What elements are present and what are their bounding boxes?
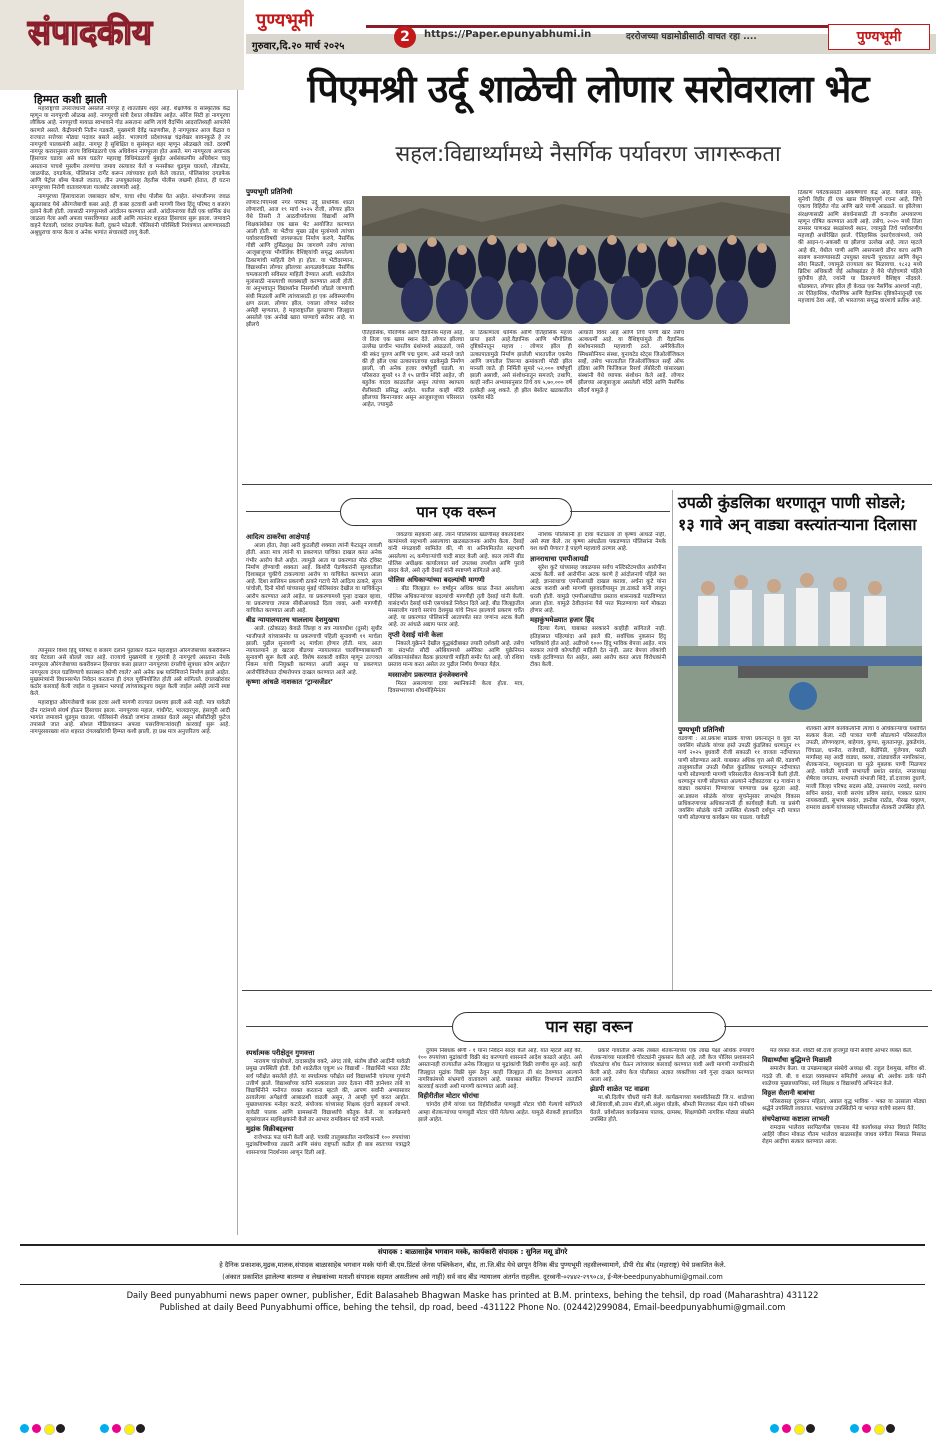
editorial-body (30, 106, 230, 646)
black-dot (136, 1424, 145, 1433)
footer-imprint-2: (अंकात प्रकाशित झालेल्या बातम्या व लेखकांच्या मताशी संपादक सहमत असतीलच असे नाही) सर्व वाद बीड न्यायालय अंतर्गत राहतील. दूरध्वनी-०२४४२-२९९०८४, ई-मेल-beedpunyabhumi@gmail.com (222, 1273, 723, 1281)
yellow-dot (794, 1424, 805, 1435)
lead-bottom-rule (242, 484, 932, 485)
continued2-subhead: स्पर्धात्मक परीक्षेतून गुणवत्ता (246, 1049, 315, 1057)
continued2-col-3 (590, 1048, 754, 1238)
continued2-subhead: संचपेक्षाच्या कष्टाला लाभली (762, 1114, 830, 1123)
dam-byline: पुण्यभूमी प्रतिनिधी (678, 726, 725, 734)
lead-subheadline: सहल:विद्यार्थ्यांमध्ये नैसर्गिक पर्यावरण जागरूकता (395, 142, 781, 167)
lead-photo (362, 196, 790, 324)
continued2-text: प्रकारे गावातील अनेक तब्बल शेतकऱ्यांच्या एक लाख पेक्षा अधिक रुपयांचे शेतकऱ्यांच्या मालकीचे चोरट्यांनी नुकसान केले आहे. तरी केज पोलिस प्रशासनाने चोरट्यांचा शोध घेऊन त्यांच्यावर कारवाई करण्यात यावी अशी मागणी नागरिकांनी केली आहे. तसेच केज पोलीसात अज्ञात व्यक्तींच्या नावे गुन्हा दाखल करण्यात आला आहे. (590, 1048, 754, 1083)
continued-subhead: बीड न्यायालयातच चाललाय देशमुखचा (246, 616, 340, 625)
continued2-subhead: विद्यार्थ्यांचा बुद्धिमत्ते मिळाली (762, 1056, 832, 1065)
continued2-text: नारायण चांदबोधले, दादासाहेब वकरे, अंगद तांबे, संतोष डोंबरे आदींनी यावेळी प्रमुख उपस्थिती होती. देशी शाळेतील एकूण ४२ विद्यार्थी - विद्यार्थिनी भारत टॅलेंट सर्च परीक्षेत बसलेले होते. या स्पर्धात्मक परीक्षेत सर्व विद्यार्थ्यांनी चांगल्या गुणांनी उत्तीर्ण झाले. विद्यार्थ्यांच्या वतीने सत्काराला उत्तर देताना मीरी ज्ञानेश्वर तांबे या विद्यार्थिनीने मनोगत व्यक्त करताना म्हटले की, आपण सर्वांनी अभ्यासावर ठरवलेल्या अपेक्षांची आबाळशी वाढली असून, ते आम्ही पूर्ण करत आहोत. मुख्याध्यापक मनोहर कटारे, संयोजक यांच्यासह शिक्षक वृंदाचे सहकार्य लाभले. यावेळी पालक आणि ग्रामस्थांनी विद्यार्थ्यांचे कौतुक केले. या कार्यक्रमाचे सूत्रसंचालन सहशिक्षकांनी केले तर आभार रामकिशन घटे यांनी मानले. (246, 1059, 410, 1123)
editorial-paragraph: महाराष्ट्राची उपराजधानी असलेले नागपूर हे शांततप्रिय शहर आहे. शैक्षणिक व सांस्कृतिक केंद्र म्हणून या नागपूरची ओळख आहे. नागपूरची संत्री देशात लोकप्रिय आहेत. ऑरेंज सिटी हा नागपूरचा लौकिक आहे. नागपूरची मायाळ स्वभावाने गोड असताना आणि त्यांचे वैदर्भिय आदरातिथ्यही आपलेसे करणारे असते. केंद्रीयमंत्री नितीन गडकरी, मुख्यमंत्री देवेंद्र फडणवीस, हे नागपूरकर आज केंद्रात व राज्यात सत्तेच्या मोठ्या पदावर बसले आहेत. भाजपाचे प्रदेशाध्यक्ष चंद्रशेखर बावनकुळे हे तर नागपूरचे पालकमंत्री आहेत. नागपूर हे सुशिक्षित व सुसंस्कृत शहर म्हणून ओळखले जाते. दरवर्षी नागपूर करारानुसार राज्य विधिमंडळाचे एक अधिवेशन नागपूरला होत असते. मग नागपूरला अचानक हिंसाचार घडावा असे काय घडले? महाराष्ट्र विधिमंडळाचे मुंबईत अर्थसंकल्पीय अधिवेशन चालू असताना पाचशे मुस्लीम तरुणांचा जमाव रस्त्यावर येतो व मनसोक्त धुडगूस घालतो, तोडफोड, जाळपोळ, दगडफेक, पोलिसांना टार्गेट करून त्यांच्यावर हल्ले केले जातात, पोलिसांवर दगडफेक आणि पेट्रोल बॉम्ब फेकले जातात, तीन उपायुक्तांसह तेहतीस पोलीस जखमी होतात, ही घटना नागपूरच्या निरोगी वातावरणाला गालबोट लावणारी आहे. (30, 106, 230, 192)
cyan-dot (20, 1424, 29, 1433)
footer-rule-top (20, 1244, 925, 1246)
continued-subhead: आदित्य ठाकरेंचा आक्षेपार्ह (246, 533, 310, 541)
dam-headline: उपळी कुंडलिका धरणातून पाणी सोडले; १३ गावे अन् वाड्या वस्त्यांतऱ्याना दिलासा (678, 493, 917, 534)
continued-text: निकाले.युक्रेनने देखील युद्धबंदीबाबत तयारी दर्शवली आहे. तसेच या संदर्भात सौदी अरेबियामध्ये अमेरिका आणि युक्रेनियन अधिकाऱ्यांसोबत बैठक झाल्याची माहिती समोर येत आहे. जो रशिया प्रस्ताव मान्य करत असेल तर पुढील निर्णय घेण्यात येईल. (388, 640, 524, 669)
editorial-divider (237, 90, 238, 1235)
continued2-rule-left (246, 1026, 452, 1027)
yellow-dot (44, 1424, 55, 1435)
continued-subhead: महाकुंभमेळ्यात हजार हिंद (530, 616, 594, 625)
dam-water-release-photo (678, 546, 922, 722)
magenta-dot (32, 1424, 41, 1433)
mid-rule (242, 990, 932, 991)
dam-col-2: शेतकरी आणि कार्यकर्त्यांनी त्यांचा व अधिकाऱ्यांचा यथोचित सत्कार केला. नदी पात्रात पाणी सोडल्याने परिसरातील उपळी, लोणगव्हाण, बाहेगाव, कुप्पा, सुलतानपूर, डुकडेगांव, चिंचाळा, धानोरा, राजेवाडी, केडेपिंप्री, पुंजेगाव, परळी मार्गांसह सह आदी वाड्या, वस्त्या, तांड्यावरील नागरिकांना, शेतकऱ्यांना, पशुधनाला या मुळे मुबलक पाणी मिळणार आहे. यावेळी माजी सभापती प्रशांत सावंत, नगराध्यक्ष शेषेराव जगताप, सभापती संभाजी शिंदे, डॉ.दत्तात्रय दुधाणे, माजी जिल्हा परिषद सदस्य ओढे, उपसरपंच नरवडे, सरपंच सचिन सावंत, माजी सरपंच प्रविण सावंत, पत्रकार प्रताप नायकवाडी, सुभाष सावंत, ज्ञानोबा राठोड, गोरख चव्हाण, रामराव ढाकणे यांच्यासह परिसरातील शेतकरी उपस्थित होते. (806, 726, 926, 812)
continued-subhead: मस्साजोग प्रकरणात इंनजेक्शनचे (388, 670, 468, 679)
registration-marks-bottom-left (20, 1424, 320, 1436)
black-dot (886, 1424, 895, 1433)
cyan-dot (770, 1424, 779, 1433)
editorial-title: हिम्मत कशी झाली (34, 93, 107, 106)
continued2-text: मत व्यक्त केले. शेवटी श्री.दत्ता हाजगुडे यांनी सर्वांचे आभार व्यक्त केले. (770, 1048, 913, 1054)
lead-col-5: ठिकाण पर्यटकांसाठी आकर्षणाचे केंद्र आहे. येथील सासू-सुनेची विहीर ही एक खास वैशिष्ट्यपूर्ण रचना आहे, जिचे एकाच विहिरीत गोड आणि खारे पाणी आढळते. या झीलेच्या संरक्षणासाठी आणि संवर्धनासाठी ती वन्यजीव अभयारण्य म्हणून घोषित करण्यात आली आहे. तसेच, २०२० मध्ये तिला रामसर पाणथळ स्थळांमध्ये स्थान, ज्यामुळे तिचे पर्यावरणीय महत्त्वही अधोरेखित झाले. ऐतिहासिक दस्तऐवजांमध्ये, जसे की आइन-ए-अकबरी या झीलचा उल्लेख आहे. त्यात म्हटले आहे की, येथील पाणी आणि आसपासचे डोंगर काच आणि साबण बनवण्यासाठी उपयुक्त साधनी पुरवतात आणि येथून सोरा मिळतो, ज्यामुळे राज्याला कर मिळायचा. १८२३ मध्ये ब्रिटिश अधिकारी जेई अलेक्झांडर हे येथे पोहोचणारे पहिले युरोपीय होते, ज्यांनी या ठिकाणाचे वैशिष्ट्य नोंदवले. थोडक्यात, लोणार झील ही केवळ एक नैसर्गिक आश्चर्य नाही, तर ऐतिहासिक, पौराणिक आणि वैज्ञानिक दृष्टिकोनातूनही एक महत्त्वाचं ठेवा आहे, जो भारताच्या समृद्ध वारशाचे प्रतीक आहे. (798, 190, 922, 305)
editorial-paragraph: महाराष्ट्रात औरंगजेबाची कबर हटवा अशी मागणी राज्यात प्रथमच झाली असे नाही. मात्र यावेळी दोन गटांमध्ये संघर्ष होऊन हिंसाचार झाला. नागपूरच्या महाल, गांधीगेट, भालदारपुरा, हंसापुरी आदी भागांत जमावाने धुडगूस घातला. पोलिसांनी शेकडो जणांना ताब्यात घेतले असून सीसीटीव्ही फुटेज तपासले जात आहे. सोशल मीडियावरून अफवा पसरविणाऱ्यांवरही कारवाई सुरू आहे. नागपूरसारख्या शांत शहरात दंगलखोरांची हिम्मत कशी झाली, हा प्रश्न मात्र अनुत्तरितच आहे. (30, 700, 230, 736)
continued-subhead: तृप्ती देसाई यांनी केला (388, 630, 443, 639)
continued-rule-right (570, 511, 670, 512)
black-dot (56, 1424, 65, 1433)
continued2-col-2 (418, 1048, 582, 1238)
continued2-text: राजेभाऊ फड यांनी केली आहे. पत्रकी तालुक्यातील नागरिकांनी १०० रुपयांच्या मुद्रांकविषयीच्या तक्रारी आणि संबंध राष्ट्रपती कडील ही बाब स्वतःच्या पत्राद्वारे शासनाच्या निदर्शनास आणून दिली आहे. (246, 1135, 410, 1156)
footer-imprint: हे दैनिक प्रकाशक,मुद्रक,मालक,संपादक बाळासाहेब भगवान मस्के यांनी बी.एम.प्रिंटर्स जेनस पब्लिकेशन, बीड, ता.जि.बीड येथे छापून दैनिक बीड पुण्यभूमी तहसीलच्यामागे, डीपी रोड बीड (महाराष्ट्र) येथे प्रकाशित केले. (219, 1261, 726, 1269)
footer-editor: संपादक : बाळासाहेब भगवान मस्के, कार्यकारी संपादक : सुनिल मसू डोंगरे (377, 1248, 568, 1256)
continued-subhead: पोलिस अधिकाऱ्यांच्या बदल्यांची मागणी (388, 576, 485, 585)
lead-col-4: आघाती विवर आहे आणि तिचे पाणी खारे तसेच अल्कधर्मी आहे. या वैशिष्ट्यांमुळे ती वैज्ञानिक संशोधनासाठी महत्त्वाची ठरते. अमेरिकेतील स्मिथसोनियन संस्था, युनायटेड स्टेट्स जिओलॉजिकल सर्व्हे, तसेच भारतातील जिओलॉजिकल सर्व्हे ऑफ इंडिया आणि फिजिकल रिसर्च लॅबोरेटरी यांसारख्या संस्थांनी येथे व्यापक संशोधन केले आहे. लोणार झीलच्या आजूबाजूला असलेली मंदिरे आणि नैसर्गिक सौंदर्य यामुळे हे (578, 330, 684, 394)
magenta-dot (112, 1424, 121, 1433)
continued2-rule-right (724, 1026, 928, 1027)
teaser-text: दररोजच्या घडामोडीसाठी वाचत रहा .... (626, 32, 757, 42)
continued-text: नाशिक पोलिसांनी हा दावा फेटाळला तो कृष्णा आंधळे नाही, असे स्पष्ट केले. तर कृष्णा आंधळेला पकडण्यात पोलिसांना नेमके यश कधी येणार? हे पाहणे महत्त्वाचे ठरणार आहे. (530, 532, 666, 553)
section-title: संपादकीय (28, 13, 152, 53)
lead-headline: पिएमश्री उर्दू शाळेची लोणार सरोवराला भेट (307, 66, 869, 111)
continued-text: : बीड जिल्ह्यात १० वर्षांहून अधिक काळ तैनात असलेल्या पोलिस अधिकाऱ्यांच्या बदल्यांची मागणीही तृती देसाई यांनी केली. यासंदर्भात देसाई यांनी एसपांकडे निवेदन दिले आहे. बीड जिल्ह्यातील मस्साजोग गावचे सरपंच देशमुख यांचे निधन झाल्याचे प्रकरण चर्चेत आहे. या प्रकरणात पोलिसांनी आतापर्यंत सात जणांना अटक केली आहे. तर आंधळे अद्याप फरार आहे. (388, 586, 524, 629)
website-link[interactable]: https://Paper.epunyabhumi.in (424, 29, 592, 40)
dam-col-1: वडवणी : आ.प्रकाश सोळंके यांच्या प्रयत्नातून व युवा नेते जयसिंग सोळंके यांच्या हस्ते उपळी कुंडलिका धरणातून १९ मार्च २०२५ बुधवारी रोजी सकाळी ११ वाजता नदीपात्रात पाणी सोडण्यात आले. याबाबत अधिक वृत्त असे की, वडवणी तालुक्यातील उपळी येथील कुंडलिका धरणातून नदीपात्रात पाणी सोडण्याची मागणी परिसरातील शेतकऱ्यांनी केली होती. धरणातून पाणी सोडण्यात आल्याने नदीकाठच्या १३ गावांना व वाड्या वस्त्यांना पिण्याच्या पाण्याचा प्रश्न सुटला आहे. आ.प्रकाश सोळंके यांच्या सूचनेनुसार लाभक्षेत्र विकास प्राधिकरणाच्या अधिकाऱ्यांनी ही कार्यवाही केली. या प्रसंगी जयसिंग सोळंके यांनी उपस्थित शेतकरी दर्शवून नदी पात्रात पाणी सोडण्याचा कार्यक्रम पार पाडला. यावेळी (678, 736, 800, 822)
footer-rule-mid (20, 1284, 925, 1285)
lead-byline: पुण्यभूमी प्रतिनिधी (246, 188, 293, 196)
lead-col-2: ऐतिहासिक, पौराणिक आणि वैज्ञानिक महत्त्व आहे, जे तिला एक खास स्थान देते. लोणार झीलचा उल्लेख प्राचीन भारतीय ग्रंथांमध्ये आढळतो, जसे की स्कंद पुराण आणि पद्म पुराण. असे मानले जाते की ही झील एका उल्कापाताच्या धडकेमुळे निर्माण झाली, जी अनेक हजार वर्षांपूर्वी घडली. या परिसरात सुमारे १२ ते १५ प्राचीन मंदिरे आहेत, जी बहुतेक यादव काळातील असून त्यांच्या स्थापत्य शैलीसाठी प्रसिद्ध आहेत. यातील काही मंदिरे झीलच्या किनाऱ्यावर असून आजूबाजूच्या परिसरात आहेत, ज्यामुळे (362, 330, 464, 409)
continued2-subhead: विठ्ठल सैलानी बाबांचा (762, 1089, 815, 1098)
section-masthead (0, 0, 244, 90)
black-dot (806, 1424, 815, 1433)
magenta-dot (782, 1424, 791, 1433)
magenta-dot (862, 1424, 871, 1433)
editorial-paragraph: त्यानुसार विश्व हिंदू परिषद व बजरंग दलाने पुढाकार घेऊन महाराष्ट्रात औरंगजेबाच्या कबरीवरून वाद पेटवला असे बोलले जात आहे. राज्याचे मुख्यमंत्री व गृहमंत्री हे नागपूरचे असताना नेमके नागपूरला औरंगजेबाच्या कबरीवरून हिंसाचार कसा झाला? नागपूरच्या दंगलीचे सूत्रधार कोण आहेत? नागपूरला दंगल घडविण्याचे कारस्थान कोणी रचले? असे अनेक प्रश्न यानिमित्ताने निर्माण झाले आहेत. मुख्यमंत्र्यांनी विधानसभेत निवेदन करताना ही दंगल पूर्वनियोजित होती असे सांगितले. दंगलखोरांवर कठोर कारवाई केली जाईल व नुकसान भरपाई त्यांच्याकडूनच वसूल केली जाईल असेही त्यांनी स्पष्ट केले. (30, 648, 230, 698)
continued-text: आले. (ठोकाळ) केवळे जिल्हा व सत्र न्यायाधीश (दुसरे) सुधीर भाजीपाले यांच्यासमोर या प्रकरणाची पहिली सुनावणी ११ मार्चला झाली. पुढील सुनावणी २६ मार्चला होणार होती. मात्र, आता न्यायालयाने हा खटला बीडच्या न्यायालयात चालविण्याबाबतची सुनावणी सुरू केली आहे. विशेष सरकारी वकील म्हणून उज्ज्वल निकम यांची नियुक्ती करण्यात आली असून या प्रकरणात आरोपींविरोधात दोषारोपपत्र दाखल करण्यात आले आहे. (246, 626, 382, 676)
continued-box-title: पान एक वरून (340, 498, 572, 526)
yellow-dot (874, 1424, 885, 1435)
continued2-text: चांगदेव होणे यांच्या घरा विहीरीवरील पाणबुडी मोटार चोरी गेल्याचे सांगितले आम्हा शेतकऱ्यांच्या पाणबुडी मोटार चोरी गेलेल्या आहेत. यामुळे शेतकरी हवालदिल झाले आहेत. (418, 1102, 582, 1123)
dam-photo (678, 546, 922, 722)
continued2-text: रामदास भालेराव सरपिठणीस एकनाथ मेडे कार्याध्यक्ष संपत विघाते मिलिंद आहिरे जीवन मोकळ गौतम भालेराव बाळासाहेब जाधव संगीता मिसाळ मिसाळ रोहम आदींचा सत्कार करण्यात आला. (762, 1124, 926, 1146)
lead-col-3: या ठिकाणाला धार्मिक आणि ऐतिहासिक महत्त्व प्राप्त झाले आहे.वैज्ञानिक आणि भौगोलिक दृष्टिकोनातून महत्त्व : लोणार झील ही उल्कापातामुळे निर्माण झालेली भारतातील एकमेव आणि जगातील तिसऱ्या क्रमांकाची मोठी झील मानली जाते. ही निर्मिती सुमारे ५२,००० वर्षांपूर्वी झाली असावी, असे संशोधनातून समजते; तथापि, काही नवीन अभ्यासानुसार तिचे वय ५,७०,००० वर्षे इतकेही असू शकते. ही झील बेसॉल्ट खडकातील एकमेव मोठे (470, 330, 572, 401)
continued-box-title-2: पान सहा वरून (452, 1012, 726, 1042)
editorial-body-2 (30, 648, 230, 1228)
continued2-subhead: झेडपी शाळेत पट वाढवा (590, 1085, 650, 1094)
continued2-text: दुय्यम निबंधक श्रेणी - १ यांना निवेदन सादर केले आहे. यात म्हटले आहे की, १०० रुपयांच्या मुद्रांकांची विक्री बंद करण्याचे शासनाने आदेश काढले आहेत. असे असतानाही राज्यातील अनेक जिल्ह्यात या मुद्रांकांची विक्री जाणीव सुरु आहे. काही जिल्ह्यात मुद्रांक विक्री सुरू ठेवून काही जिल्ह्यात ती बंद ठेवण्यात आल्याने नागरिकांमध्ये संभ्रमाचे वातावरण आहे. याबाबत संबंधित विभागाने तातडीने कारवाई करावी अशी मागणी करण्यात आली आहे. (418, 1048, 582, 1091)
continued2-col-1 (246, 1048, 410, 1238)
continued-text: आला होता, तेव्हा आरी कुठलीही शक्यता त्यांनी फेटाळून लावली होती. आता मात्र त्यांनी या प्रकरणात याचिका दाखल करत अनेक गंभीर आरोप केले आहेत. त्यामुळे आता या प्रकरणात मोठं ट्विस्ट निर्माण होण्याची शक्यता आहे. किशोरी पेडणेकरांनी सुरुवातीला दिशाबद्दल चुकीचे टाकल्याचा आरोप या याचिकेत करण्यात आला आहे. दिशा सालियन प्रकरणी ठाकरे गटाचे नेते आदित्य ठाकरे, सूरज पांचोली, दिनो मोर्या यांच्यासह मुंबई पोलिसांवर देखील या याचिकेतून आरोप करण्यात आले आहेत. या प्रकरणामध्ये पुन्हा दाखल व्हावा, या प्रकरणाचा तपास सीबीआयकडे दिला जावा, अशी मागणीही याचिकेत करण्यात आली आहे. (246, 543, 382, 615)
lead-col-1: लोणार:पिएमश्री नगर परिषद उर्दू प्राथमिक शाळा लोणारची, आज १९ मार्च २०२५ रोजी, लोणार झील येथे तिसरी ते आठवीपर्यंतच्या विद्यार्थी आणि शिक्षकांसोबत एक खास भेट आयोजित करण्यात आली होती. या भेटीचा मुख्य उद्देश मुलांमध्ये त्यांच्या पर्यावरणाविषयी जागरूकता निर्माण करणे, नैसर्गिक गोष्टी आणि दुर्मिळवृक्ष प्रेम जागवणे तसेच त्यांच्या आजूबाजूच्या भौगोलिक वैशिष्ट्यांची समृद्ध असलेल्या ठिकाणांची माहिती देणे हा होता. या भेटीदरम्यान, विद्यार्थ्यांना लोणार झीलच्या आगळ्यावेगळ्या नैसर्गिक चमत्काराची सविस्तर माहिती देण्यात आली. शाळेतील मुलांसाठी नास्त्याची व्यवस्थाही करण्यात आली होती. या अनुभवातून विद्यार्थ्यांना निसर्गाशी जोडले जाण्याची संधी मिळाली आणि त्यांच्यासाठी हा एक अविस्मरणीय क्षण ठरला. लोणार झील, ज्याला लोणार सरोवर असेही म्हणतात, हे महाराष्ट्रातील बुलढाणा जिल्ह्यात असलेले एक अनोखे खारा पाण्याचे सरोवर आहे. या झीलचे (246, 200, 354, 329)
date-line: गुरुवार,दि.२० मार्च २०२५ (252, 41, 345, 52)
continued-divider (672, 490, 673, 990)
cyan-dot (100, 1424, 109, 1433)
continued-text: सुरेश कुटे यांच्यासह जवळपास सर्वच मल्टिस्टेटमधील आरोपींना अटक केली. सर्व आरोपींना अटक करणे हे आंदोलनाचे पहिले यश आहे. ज्ञानराधाचा एमपीआयडी दाखल करावा, अर्चना कुटे यांना अटक करावी अशी मागणी सुरुवातीपासून ज्ञा.ठाकडे यांनी लावून धरली होती. यामुळे एमपीआयडीचा प्रस्ताव शासनाकडे पाठविण्यात आला होता. यामुळे ठेवीदारांना पैसे परत मिळण्याचा मार्ग मोकळा होणार आहे. (530, 564, 666, 615)
continued2-col-4 (762, 1048, 926, 1238)
logo-right: पुण्यभूमी (828, 24, 930, 50)
continued2-text: समारोप केला. या उपक्रमाबद्दल संस्थेचे अध्यक्ष श्री. राहुल देशमुख, सचिव श्री. गदळे जी. बी. व शाळा व्यवस्थापन समितीचे अध्यक्ष श्री. अशोक डाके यांनी शाळेच्या मुख्याध्यापिका, सर्व शिक्षक व विद्यार्थ्यांचे अभिनंदन केले. (762, 1066, 926, 1087)
registration-marks-bottom-right (620, 1424, 920, 1436)
editorial-paragraph: नागपूरच्या हिंसाचाराला जबाबदार कोण, याचा शोध पोलीस घेत आहेत. संभाजीनगर जवळ खुलताबाद येथे औरंगजेबाची कबर आहे. ही कबर हटवावी अशी मागणी विश्व हिंदू परिषद व बजरंग दलाने केली होती. त्यासाठी नागपूरमध्ये आंदोलन करण्यात आले. आंदोलनाच्या वेळी एक धार्मिक ग्रंथ जाळला गेला अशी अफवा पसरविण्यात आली आणि त्यानंतर शहरात हिंसाचार सुरू झाला. जमावाने वाहने पेटवली, घरांवर दगडफेक केली, दुकाने फोडली. पोलिसांनी परिस्थिती नियंत्रणात आणण्यासाठी अश्रुधुराचा वापर केला व अनेक भागांत संचारबंदी लागू केली. (30, 194, 230, 237)
continued2-text: परिसरासह दूरवरून महिला, अबाल वृद्ध भाविक - भक्त या उरसाला मोठ्या श्रद्धेने उपस्थिती लावतात. भक्तांच्या उपस्थितीने या भागात यात्रेचे स्वरूप येते. (762, 1099, 926, 1113)
page-number-badge: 2 (394, 26, 416, 48)
yellow-dot (124, 1424, 135, 1435)
logo: पुण्यभूमी (256, 10, 314, 31)
topbar (246, 29, 936, 54)
footer-english-2: Published at daily Beed Punyabhumi office, behing the tehsil, dp road, beed -431122 Phone No. (02442)299084, Email-beedpunyabhumi@gmail.com (159, 1302, 786, 1312)
continued-subhead: कृष्णा आंधळे नाशकात ‘ट्रान्सजेंडर’ (246, 677, 334, 686)
continued-text: मिरत असल्याचा दावा स्थानिकांनी केला होता. मात्र, दिवसभराच्या शोधमोहिमेनंतर (388, 680, 524, 695)
continued-text: जवळचा सहकारी आहे. त्याने पोलिसांवर खंडणीसह बेकायदेशीर कामांमध्ये सहभागी असल्याचा खळबळजनक आरोप केला. देसाई यांनी मंगळवारी सामितेत की, मी या अनियमिततेत सहभागी असलेल्या २६ कर्मचाऱ्यांची यादी सादर केली आहे. काल त्यांनी बीड पोलिस अधीक्षक कार्यालयात सर्व उपलब्ध तपशील आणि पुरावे सादर केले, असे तृती देसाई यांनी स्पष्टपणे सांगितले आहे. (388, 532, 524, 575)
continued2-text: मा.श्री.दिलीप चौधरी यांनी केले. कार्यक्रमाच्या यशस्वीतेसाठी जि.प. शाळेच्या श्री.शिवाजी,श्री.उत्तम शेंडगे,श्री.अंकुश घोडके, श्रीमती मिरजकर मॅडम यांनी परिश्रम घेतले. प्रवेशोत्सव कार्यक्रमास पालक, ग्रामस्थ, शिक्षणप्रेमी नागरिक मोठ्या संख्येने उपस्थित होते. (590, 1095, 754, 1123)
continued2-subhead: विहीरीतील मोटार चोरांचा (418, 1092, 479, 1101)
school-trip-photo (362, 196, 790, 324)
continued2-subhead: मुद्रांक विक्रीबद्दलचा (246, 1125, 294, 1134)
footer-english-1: Daily Beed punyabhumi news paper owner, publisher, Edit Balasaheb Bhagwan Maske has printed at B.M. printexs, behing the tehsil, dp road (Maharashtra) 431122 (126, 1290, 819, 1300)
cyan-dot (850, 1424, 859, 1433)
continued-text: दिल्या गेल्या, याबाबत सरकारने काहीही सांगितले नाही. इतिहासात पहिल्यांदा असे झाले की, सर्वाधिक नुकसान हिंदू भाविकांचे होत आहे. अडीचशे १००० हिंदू भाविक बेपत्ता आहेत. मात्र सरकार त्यांची कोणतीही माहिती देत नाही. उलट बेपत्ता लोकांची पत्रके हटविण्यात येत आहेत, असा आरोप करत आता विरोधकांनी टीका केली. (530, 626, 666, 669)
continued-rule-left (246, 511, 340, 512)
continued-subhead: ज्ञानराधाचा एमपीआयडी (530, 554, 589, 563)
